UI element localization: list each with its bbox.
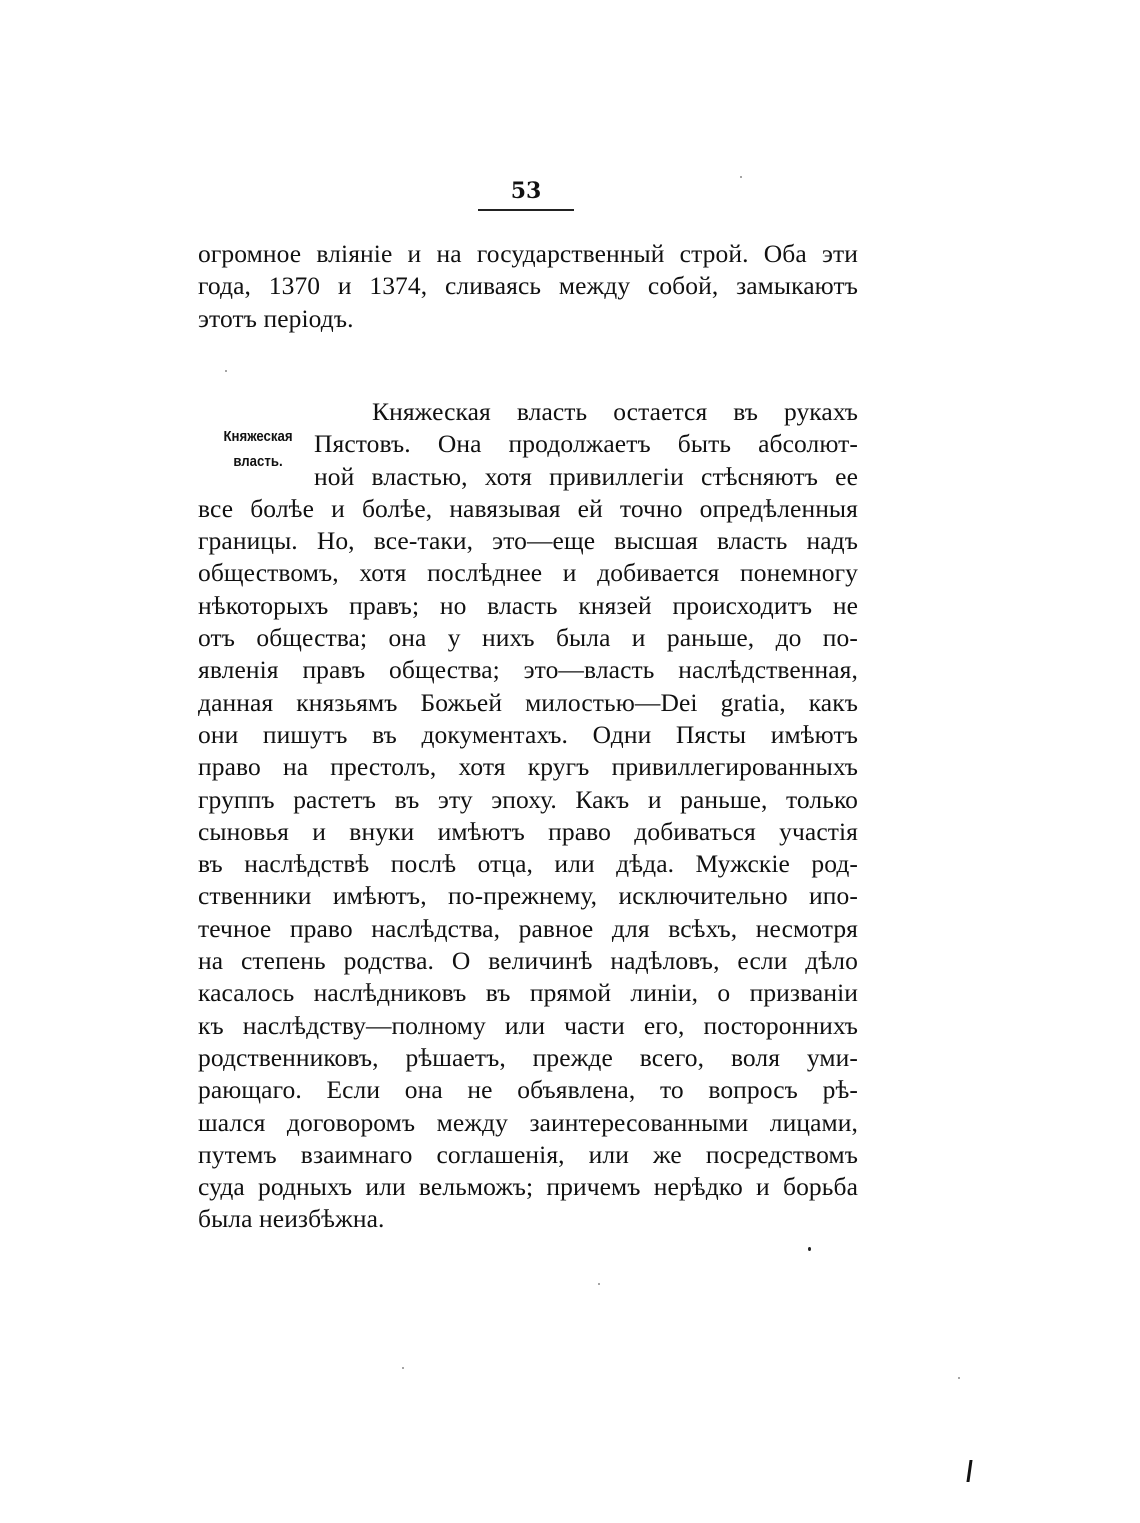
text-line: сыновья и внуки имѣютъ право добиваться участія <box>198 816 858 846</box>
margin-note-line: Княжеская <box>223 428 293 445</box>
text-line: явленія правъ общества; это—власть наслѣдственная, <box>198 655 858 685</box>
text-line: группъ растетъ въ эту эпоху. Какъ и раньше, только <box>198 784 858 814</box>
scan-speck <box>740 176 742 178</box>
text-line: обществомъ, хотя послѣднее и добивается понемногу <box>198 558 858 588</box>
section-paragraph <box>198 396 858 1236</box>
scan-speck <box>225 370 227 372</box>
text-line: путемъ взаимнаго соглашенія, или же посредствомъ <box>198 1139 858 1169</box>
text-line: отъ общества; она у нихъ была и раньше, до по- <box>198 623 858 653</box>
text-line: года, 1370 и 1374, сливаясь между собой, замыкаютъ <box>198 271 858 301</box>
text-line: рающаго. Если она не объявлена, то вопросъ рѣ- <box>198 1075 858 1105</box>
intro-paragraph <box>198 238 858 335</box>
text-line: они пишутъ въ документахъ. Одни Пясты имѣютъ <box>198 719 858 749</box>
page-number: 53 <box>510 178 542 204</box>
text-line: Княжеская власть остается въ рукахъ <box>372 397 858 426</box>
text-line: все болѣе и болѣе, навязывая ей точно опредѣленныя <box>198 493 858 523</box>
text-line: течное право наслѣдства, равное для всѣхъ, несмотря <box>198 913 858 943</box>
text-line: право на престолъ, хотя кругъ привиллегированныхъ <box>198 752 858 782</box>
text-line: была неизбѣжна. <box>198 1204 385 1234</box>
text-line: въ наслѣдствѣ послѣ отца, или дѣда. Мужскіе род- <box>198 849 858 879</box>
text-line: на степень родства. О величинѣ надѣловъ, если дѣло <box>198 946 858 976</box>
text-line: ственники имѣютъ, по-прежнему, исключительно ипо- <box>198 881 858 911</box>
margin-note-line: власть. <box>233 453 283 470</box>
text-line: границы. Но, все-таки, это—еще высшая власть надъ <box>198 526 858 556</box>
scan-speck <box>598 1283 600 1285</box>
text-line: суда родныхъ или вельможъ; причемъ нерѣдко и борьба <box>198 1172 858 1202</box>
text-line: этотъ періодъ. <box>198 303 354 333</box>
text-line: шался договоромъ между заинтересованными лицами, <box>198 1107 858 1137</box>
scan-mark <box>966 1460 972 1482</box>
scan-speck <box>808 1247 811 1251</box>
text-line: Пястовъ. Она продолжаетъ быть абсолют- <box>314 429 858 459</box>
scan-speck <box>958 1377 960 1379</box>
text-line: къ наслѣдству—полному или части его, постороннихъ <box>198 1010 858 1040</box>
page-number-rule <box>478 209 574 211</box>
scan-speck <box>402 1367 404 1369</box>
text-line: родственниковъ, рѣшаетъ, прежде всего, воля уми- <box>198 1042 858 1072</box>
text-line: огромное вліяніе и на государственный строй. Оба эти <box>198 239 858 268</box>
text-line: нѣкоторыхъ правъ; но власть князей происходитъ не <box>198 590 858 620</box>
text-line: данная князьямъ Божьей милостью—Dei gratia, какъ <box>198 687 858 717</box>
text-line: касалось наслѣдниковъ въ прямой линіи, о призваніи <box>198 978 858 1008</box>
text-line: ной властью, хотя привиллегіи стѣсняютъ ее <box>314 461 858 491</box>
